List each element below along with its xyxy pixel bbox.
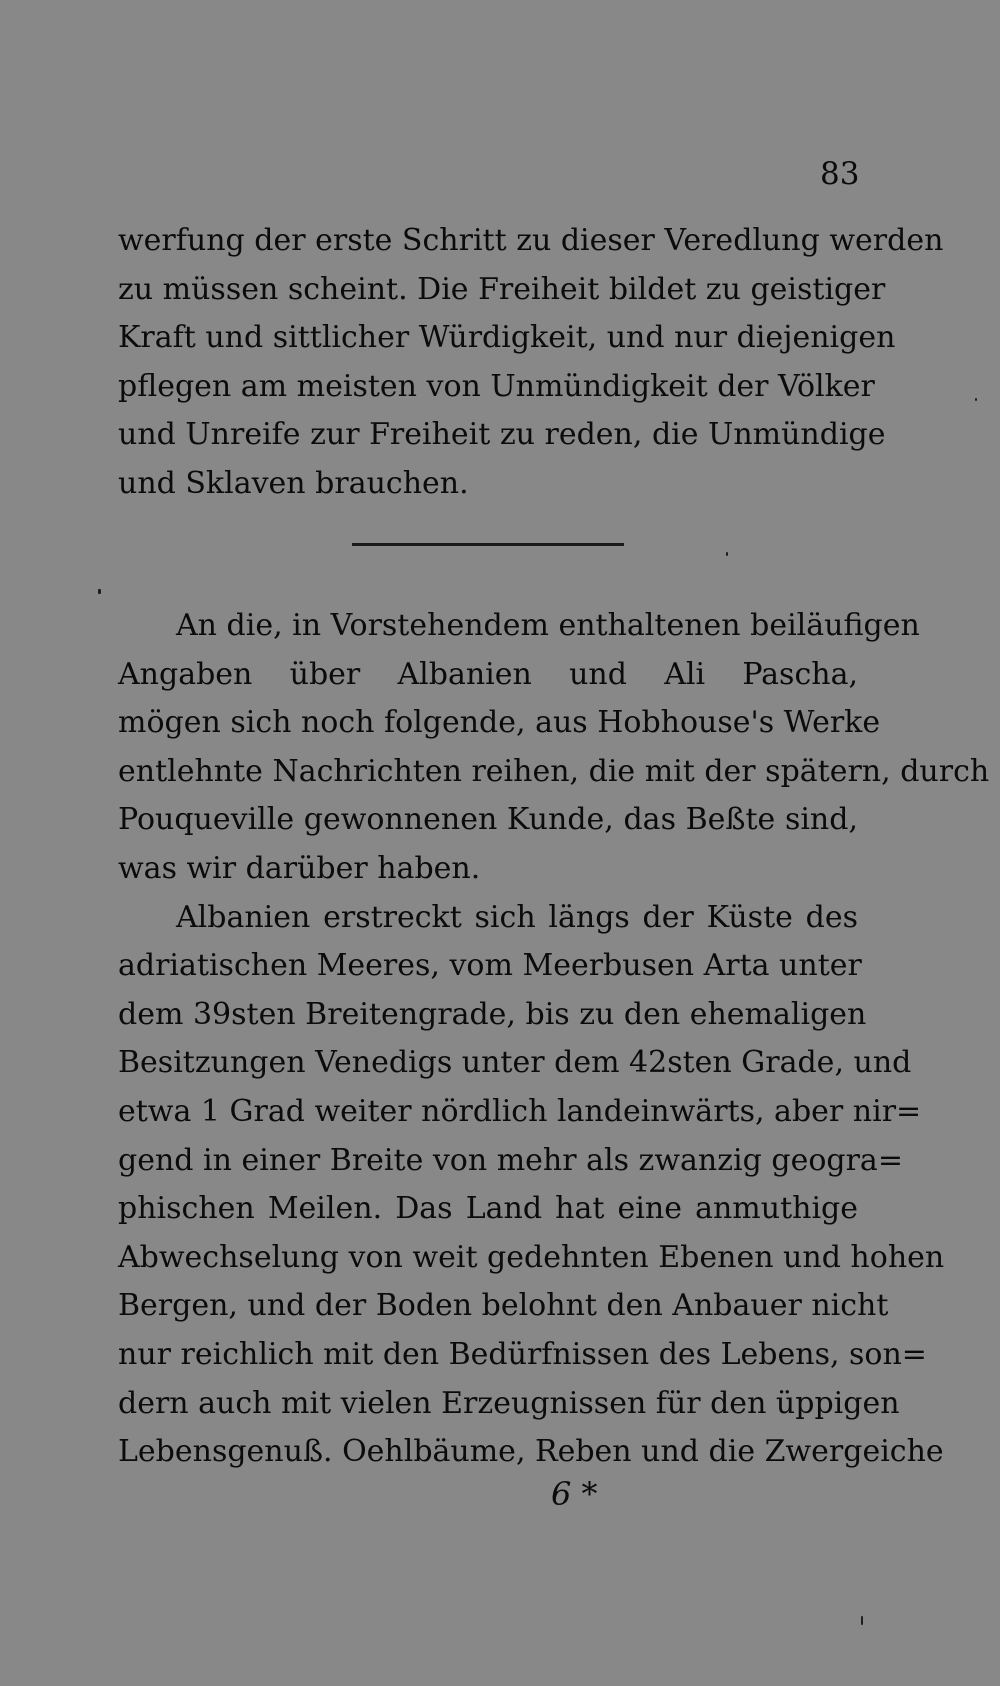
text-line: entlehnte Nachrichten reihen, die mit der spätern, durch — [118, 753, 990, 789]
page-number: 83 — [820, 156, 860, 192]
text-line: pflegen am meisten von Unmündigkeit der Völker — [118, 368, 875, 404]
text-line: mögen sich noch folgende, aus Hobhouse's Werke — [118, 705, 881, 741]
text-line: phischen Meilen. Das Land hat eine anmuthige — [118, 1191, 858, 1227]
text-line: Pouqueville gewonnenen Kunde, das Beßte sind, — [118, 802, 858, 838]
text-line: dem 39sten Breitengrade, bis zu den ehemaligen — [118, 996, 867, 1032]
section-divider — [352, 543, 624, 546]
text-line: werfung der erste Schritt zu dieser Veredlung werden — [118, 223, 944, 258]
text-line: Lebensgenuß. Oehlbäume, Reben und die Zwergeiche — [118, 1434, 944, 1470]
paragraph-closing — [118, 217, 944, 509]
text-line: etwa 1 Grad weiter nördlich landeinwärts, aber nir= — [118, 1093, 922, 1129]
paper-speck — [98, 589, 101, 594]
text-line: Albanien erstreckt sich längs der Küste des — [176, 899, 858, 935]
paper-speck — [861, 1616, 863, 1625]
text-line: zu müssen scheint. Die Freiheit bildet zu geistiger — [118, 271, 886, 307]
text-line: adriatischen Meeres, vom Meerbusen Arta unter — [118, 948, 862, 984]
text-line: und Unreife zur Freiheit zu reden, die Unmündige — [118, 417, 886, 453]
paper-speck — [975, 398, 977, 401]
text-line: dern auch mit vielen Erzeugnissen für den üppigen — [118, 1385, 900, 1421]
body-text — [118, 602, 990, 1477]
text-line: Bergen, und der Boden belohnt den Anbauer nicht — [118, 1288, 889, 1324]
text-line: was wir darüber haben. — [118, 850, 481, 886]
text-line: Besitzungen Venedigs unter dem 42sten Grade, und — [118, 1045, 912, 1081]
text-line: Abwechselung von weit gedehnten Ebenen und hohen — [118, 1239, 945, 1275]
text-line: An die, in Vorstehendem enthaltenen beiläufigen — [176, 608, 920, 643]
text-line: nur reichlich mit den Bedürfnissen des Lebens, son= — [118, 1336, 927, 1372]
paper-speck — [726, 552, 728, 556]
text-line: Kraft und sittlicher Würdigkeit, und nur diejenigen — [118, 320, 896, 356]
signature-mark: 6 * — [551, 1475, 598, 1513]
text-line: Angaben über Albanien und Ali Pascha, — [118, 656, 858, 692]
text-line: und Sklaven brauchen. — [118, 465, 469, 501]
text-line: gend in einer Breite von mehr als zwanzig geogra= — [118, 1142, 903, 1178]
